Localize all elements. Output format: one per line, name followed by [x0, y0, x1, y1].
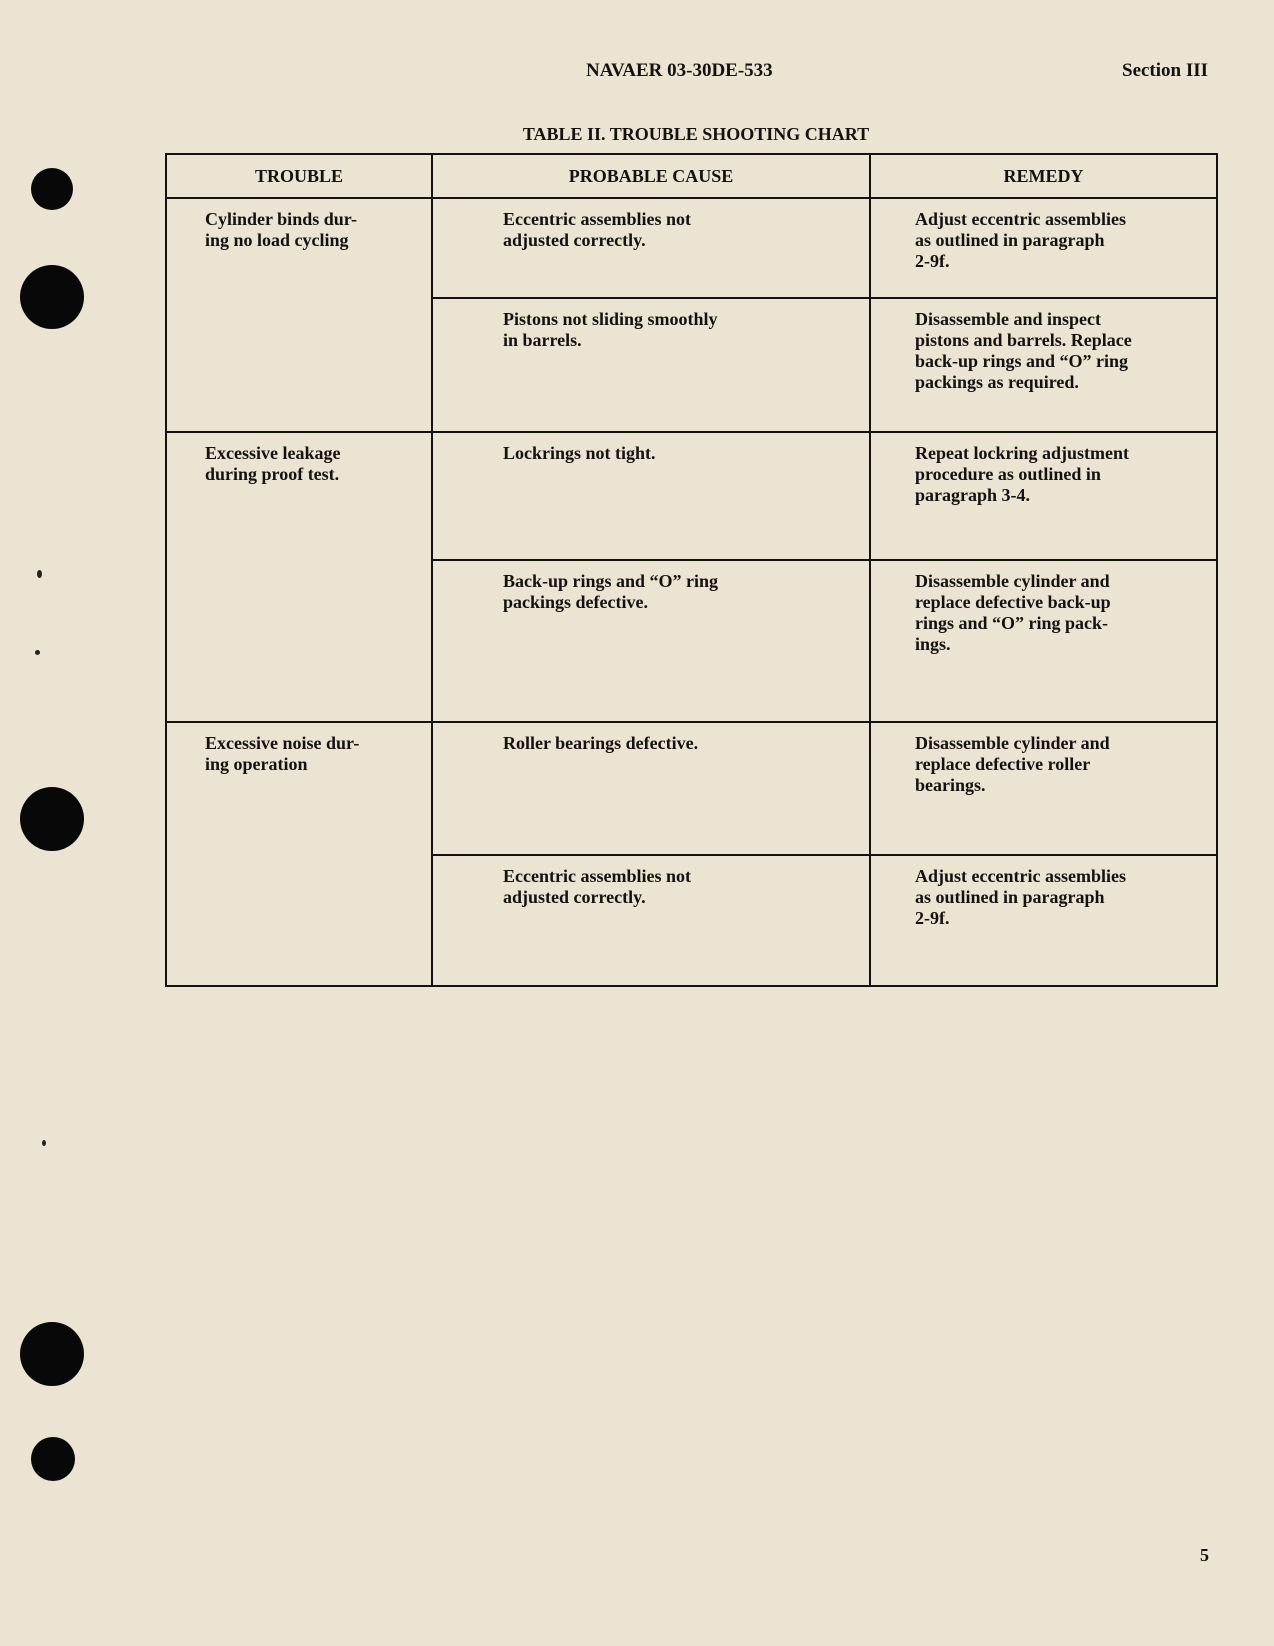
column-header-trouble: TROUBLE — [166, 154, 432, 198]
punch-hole — [20, 1322, 84, 1386]
table-row — [166, 198, 1217, 298]
remedy-cell: Disassemble cylinder and replace defective roller bearings. — [870, 722, 1217, 855]
trouble-cell: Cylinder binds dur- ing no load cycling — [166, 198, 432, 432]
probable-cause-cell: Eccentric assemblies not adjusted correctly. — [432, 198, 870, 298]
remedy-cell: Repeat lockring adjustment procedure as outlined in paragraph 3-4. — [870, 432, 1217, 560]
remedy-cell: Adjust eccentric assemblies as outlined in paragraph 2-9f. — [870, 198, 1217, 298]
document-id: NAVAER 03-30DE-533 — [586, 60, 773, 81]
trouble-cell: Excessive leakage during proof test. — [166, 432, 432, 722]
remedy-cell: Disassemble cylinder and replace defective back-up rings and “O” ring pack- ings. — [870, 560, 1217, 722]
column-header-remedy: REMEDY — [870, 154, 1217, 198]
punch-hole — [31, 1437, 75, 1481]
scan-speck — [35, 650, 40, 655]
table-title: TABLE II. TROUBLE SHOOTING CHART — [522, 124, 870, 144]
probable-cause-cell: Eccentric assemblies not adjusted correctly. — [432, 855, 870, 986]
scan-speck — [37, 570, 42, 578]
punch-hole — [31, 168, 73, 210]
table-row — [166, 432, 1217, 560]
probable-cause-cell: Roller bearings defective. — [432, 722, 870, 855]
probable-cause-cell: Back-up rings and “O” ring packings defective. — [432, 560, 870, 722]
column-header-probable-cause: PROBABLE CAUSE — [432, 154, 870, 198]
table-row — [166, 722, 1217, 855]
page-number: 5 — [1200, 1545, 1209, 1565]
remedy-cell: Disassemble and inspect pistons and barrels. Replace back-up rings and “O” ring packings as required. — [870, 298, 1217, 432]
section-label: Section III — [1122, 60, 1209, 81]
punch-hole — [20, 787, 84, 851]
trouble-shooting-table — [165, 153, 1218, 987]
punch-hole — [20, 265, 84, 329]
remedy-cell: Adjust eccentric assemblies as outlined in paragraph 2-9f. — [870, 855, 1217, 986]
probable-cause-cell: Pistons not sliding smoothly in barrels. — [432, 298, 870, 432]
table-header-row — [166, 154, 1217, 198]
probable-cause-cell: Lockrings not tight. — [432, 432, 870, 560]
scan-speck — [42, 1140, 46, 1146]
trouble-cell: Excessive noise dur- ing operation — [166, 722, 432, 986]
